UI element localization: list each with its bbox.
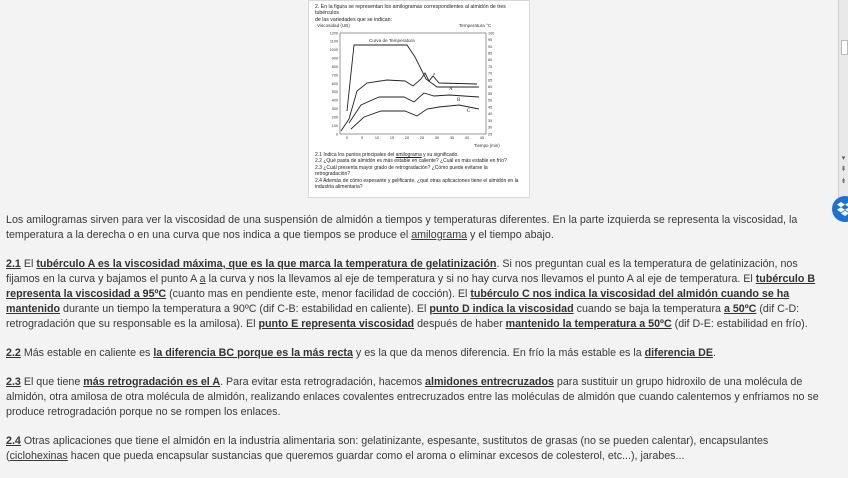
y-left-tick: 1100 <box>329 39 338 44</box>
x-ticks <box>346 136 484 140</box>
dropbox-icon[interactable] <box>832 196 848 222</box>
y-left-tick: 600 <box>331 81 338 86</box>
y-right-tick: 65 <box>488 78 493 83</box>
fig-foot-line: 2.3 ¿Cuál presenta mayor grado de retrogradación? ¿Cómo puede evitarse la <box>315 164 488 171</box>
y-right-tick: 55 <box>488 91 493 96</box>
point-label: a <box>433 71 435 76</box>
y-right-tick: 50 <box>488 98 493 103</box>
y-right-tick: 75 <box>488 64 493 69</box>
viscosity-curve-c <box>351 105 479 129</box>
answer-2-1: 2.1 El tubérculo A es la viscosidad máxima, que es la que marca la temperatura de gelatinización. Si nos preguntan cual es la temperatura de gelatinización, nos fijamos en la curva y bajamos el punto A a la curva y nos la llevamos al eje de temperatura y si no hay curva nos llevamos el punto A al eje de temperatura. El tubérculo B representa la viscosidad a 95ºC (cuanto mas en pendiente este, menor facilidad de cocción). El tubérculo C nos indica la viscosidad del almidón cuando se ha mantenido durante un tiempo la temperatura a 90ºC (dif C-B: estabilidad en caliente). El punto D indica la viscosidad cuando se baja la temperatura a 50ºC (dif C-D: retrogradación que su responsable es la amilosa). El punto E representa viscosidad después de haber mantenido la temperatura a 50ºC (dif D-E: estabilidad en frío). <box>6 258 816 330</box>
figure-question-line2: de las variedades que se indican: <box>315 16 392 23</box>
y-left-tick: 900 <box>331 56 338 61</box>
y-right-tick: 35 <box>488 118 493 123</box>
page-up-icon[interactable]: ⇞ <box>840 166 847 173</box>
x-tick: 10 <box>374 136 380 140</box>
answer-2-3: 2.3 El que tiene más retrogradación es el A. Para evitar esta retrogradación, hacemos almidones entrecruzados para sustituir un grupo hidroxilo de una molécula de almidón, otra amilosa de otra molécula de almidón, realizando enlaces covalentes entrecruzados entre las moléculas de almidón que cuando calentemos y enfriamos no se produce retrogradación porque no se rompen los enlaces. <box>6 376 819 418</box>
x-axis-label: Tiempo (min) <box>474 143 500 148</box>
y-right-tick: 90 <box>488 44 493 49</box>
fig-foot-line: 2.1 Indica los puntos principales del amilograma y su significado. <box>315 152 459 158</box>
fig-foot-line: 2.4 Además de cómo espesante y gelificante, ¿qué otras aplicaciones tiene el almidón en la <box>315 177 519 184</box>
y-right-tick: 45 <box>488 105 493 110</box>
x-tick: 35 <box>449 136 455 140</box>
y-left-tick: 200 <box>331 115 338 120</box>
y-right-tick: 100 <box>488 31 495 36</box>
y-right-tick: 80 <box>488 58 493 63</box>
curve-letter-c: C <box>467 109 471 114</box>
y-right-tick: 25 <box>488 132 493 137</box>
page-down-icon[interactable]: ⇟ <box>840 178 847 185</box>
x-tick: 30 <box>434 136 440 140</box>
x-tick: 15 <box>389 136 395 140</box>
fig-foot-line: industria alimentaria? <box>315 184 363 191</box>
section-number: 2.2 <box>6 347 21 359</box>
y-left-tick: 1000 <box>329 48 338 53</box>
y-left-ticks <box>330 31 338 136</box>
x-tick: 25 <box>419 136 425 140</box>
amilograma-link[interactable]: amilograma <box>411 229 468 241</box>
y-right-tick: 60 <box>488 85 493 90</box>
intro-paragraph: Los amilogramas sirven para ver la viscosidad de una suspensión de almidón a tiempos y temperaturas diferentes. En la parte izquierda se representa la viscosidad, la temperatura a la derecha o en una curva que nos indica a que tiempos se produce el amilograma y el tiempo abajo. <box>6 214 798 241</box>
y-right-tick: 40 <box>488 112 493 117</box>
amilograma-link: amilograma <box>395 152 422 158</box>
section-number: 2.1 <box>6 258 21 270</box>
fig-foot-line: 2.2 ¿Qué pasta de almidón es más estable en caliente? ¿Cuál es más estable en frío? <box>315 158 507 165</box>
y-left-tick: 1200 <box>329 31 338 36</box>
figure-question-line1: 2. En la figura se representan los amilogramas correspondientes al almidón de tres tubérculos <box>315 4 506 17</box>
y-left-tick: 100 <box>331 123 338 128</box>
x-tick: 0 <box>345 136 349 140</box>
y-left-tick: 700 <box>331 73 338 78</box>
y-left-tick: 300 <box>331 107 338 112</box>
ciclohexinas-link[interactable]: ciclohexinas <box>9 450 68 462</box>
answer-2-4: 2.4 Otras aplicaciones que tiene el almidón en la industria alimentaria son: gelatinizante, espesante, sustitutos de grasas (no se pueden calentar), encapsulantes (ciclohexinas hacen que pueda encapsular sustancias que queremos guardar como el aroma o eliminar excesos de colesterol, etc...), jarabes... <box>6 435 769 462</box>
x-tick: 40 <box>464 136 470 140</box>
y-right-label: Temperatura °C <box>459 23 492 28</box>
x-tick: 20 <box>404 136 410 140</box>
y-right-tick: 85 <box>488 51 493 56</box>
y-right-tick: 95 <box>488 38 493 43</box>
answer-2-2: 2.2 Más estable en caliente es la diferencia BC porque es la más recta y es la que da menos diferencia. En frío la más estable es la diferencia DE. <box>6 347 716 359</box>
y-left-tick: 800 <box>331 64 338 69</box>
y-left-tick: 400 <box>331 98 338 103</box>
figure-card <box>308 0 530 198</box>
answer-document <box>6 213 830 478</box>
y-right-ticks <box>488 31 494 136</box>
scroll-down-arrow-icon[interactable]: ▾ <box>841 155 846 162</box>
y-left-tick: 0 <box>335 132 338 137</box>
scroll-thumb[interactable] <box>841 40 848 55</box>
section-number: 2.4 <box>6 435 21 447</box>
curve-letter-b: B <box>457 98 461 103</box>
x-tick: 5 <box>360 136 364 140</box>
fig-foot-line: retrogradación? <box>315 171 351 178</box>
x-tick: 45 <box>479 136 485 140</box>
y-right-tick: 30 <box>488 125 493 130</box>
figure-questions <box>315 152 527 190</box>
y-right-tick: 70 <box>488 71 493 76</box>
section-number: 2.3 <box>6 376 21 388</box>
curve-letter-a: A <box>449 87 453 92</box>
y-left-tick: 500 <box>331 90 338 95</box>
curve-temp-label: Curva de Temperatura <box>369 38 415 43</box>
y-left-label: Viscosidad (UB) <box>317 23 350 28</box>
